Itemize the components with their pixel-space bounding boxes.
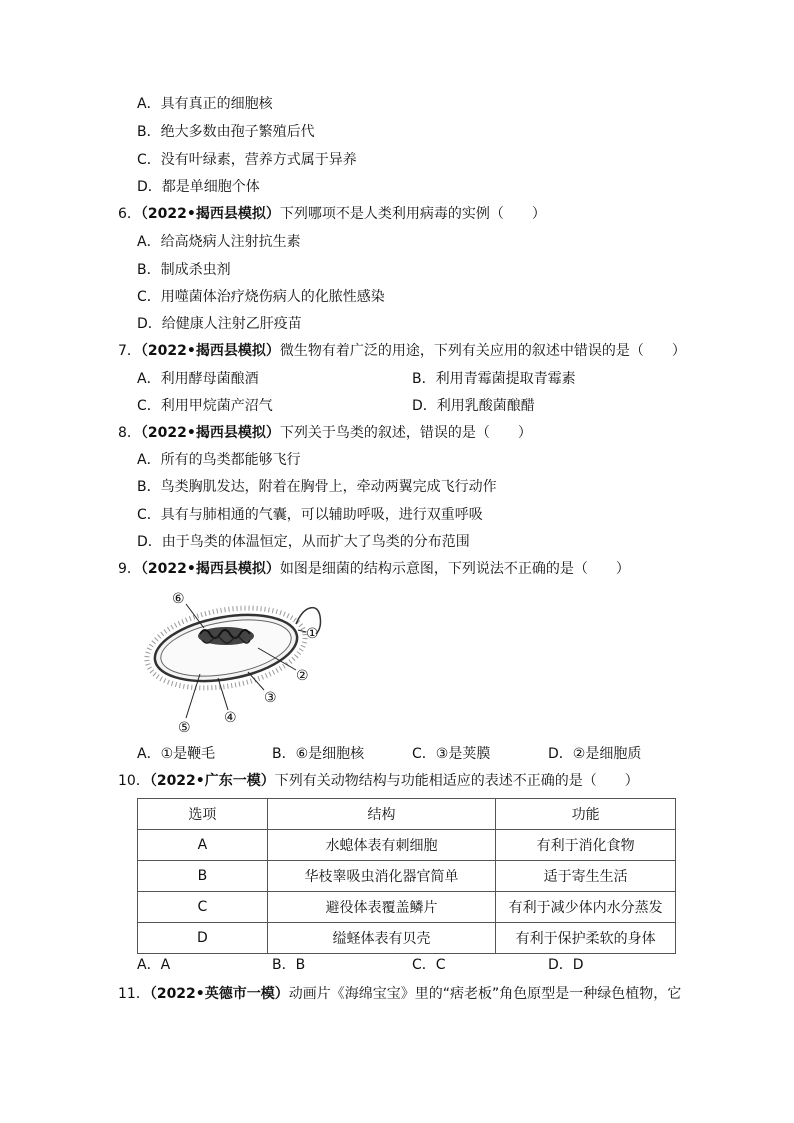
q7-option-a: A．利用酵母菌酿酒	[137, 371, 259, 387]
q5-option-c: C．没有叶绿素，营养方式属于异养	[137, 152, 357, 168]
q8-option-c: C．具有与肺相通的气囊，可以辅助呼吸，进行双重呼吸	[137, 507, 483, 523]
q9-stem	[118, 559, 630, 579]
q8-option-b: B．鸟类胸肌发达，附着在胸骨上，牵动两翼完成飞行动作	[137, 479, 497, 495]
q9-text: 如图是细菌的结构示意图，下列说法不正确的是（ ）	[279, 561, 630, 577]
table-cell: 有利于保护柔软的身体	[496, 923, 676, 954]
table-cell: D	[138, 923, 268, 954]
table-row	[138, 861, 676, 892]
table-cell: B	[138, 861, 268, 892]
q7-stem	[118, 341, 686, 361]
q11-source: （2022•英德市一模）	[149, 986, 289, 1002]
q6-text: 下列哪项不是人类利用病毒的实例（ ）	[279, 206, 546, 222]
table-cell: A	[138, 830, 268, 861]
q6-option-b: B．制成杀虫剂	[137, 262, 231, 278]
q7-option-c: C．利用甲烷菌产沼气	[137, 398, 273, 414]
q11-stem	[118, 984, 681, 1004]
bacterium-diagram	[138, 586, 348, 736]
q9-option-b: B．⑥是细胞核	[272, 746, 365, 762]
q7-number: 7．	[118, 343, 141, 359]
q8-number: 8．	[118, 425, 141, 441]
table-header-cell: 功能	[496, 799, 676, 830]
q10-option-d: D．D	[548, 957, 584, 973]
q7-option-d: D．利用乳酸菌酿醋	[412, 398, 535, 414]
label-6: ⑥	[172, 591, 185, 607]
q7-source: （2022•揭西县模拟）	[140, 343, 280, 359]
q10-option-b: B．B	[272, 957, 306, 973]
table-cell: 适于寄生生活	[496, 861, 676, 892]
q10-text: 下列有关动物结构与功能相适应的表述不正确的是（ ）	[274, 773, 639, 789]
q8-stem	[118, 423, 532, 443]
q6-stem	[118, 204, 546, 224]
q11-number: 11．	[118, 986, 150, 1002]
table-cell: 有利于减少体内水分蒸发	[496, 892, 676, 923]
q10-stem	[118, 771, 639, 791]
q8-source: （2022•揭西县模拟）	[140, 425, 280, 441]
label-1: ①	[306, 626, 319, 642]
table-cell: 水螅体表有刺细胞	[267, 830, 496, 861]
table-row	[138, 830, 676, 861]
table-header-cell: 结构	[267, 799, 496, 830]
label-5: ⑤	[178, 720, 191, 736]
table-row	[138, 923, 676, 954]
q10-option-c: C．C	[412, 957, 446, 973]
table-cell: 有利于消化食物	[496, 830, 676, 861]
q8-option-a: A．所有的鸟类都能够飞行	[137, 452, 301, 468]
table-cell: 华枝睾吸虫消化器官简单	[267, 861, 496, 892]
q8-text: 下列关于鸟类的叙述，错误的是（ ）	[279, 425, 532, 441]
q8-option-d: D．由于鸟类的体温恒定，从而扩大了鸟类的分布范围	[137, 534, 470, 550]
q9-option-c: C．③是荚膜	[412, 746, 491, 762]
q9-option-d: D．②是细胞质	[548, 746, 642, 762]
q7-option-b: B．利用青霉菌提取青霉素	[412, 371, 576, 387]
q10-number: 10．	[118, 773, 150, 789]
table-cell: 避役体表覆盖鳞片	[267, 892, 496, 923]
dna-region-shape	[198, 627, 254, 645]
q6-option-d: D．给健康人注射乙肝疫苗	[137, 316, 302, 332]
q5-option-a: A．具有真正的细胞核	[137, 96, 273, 112]
q9-option-a: A．①是鞭毛	[137, 746, 216, 762]
q9-number: 9．	[118, 561, 141, 577]
q10-option-a: A．A	[137, 957, 171, 973]
label-4: ④	[224, 710, 237, 726]
q6-source: （2022•揭西县模拟）	[140, 206, 280, 222]
table-header-row	[138, 799, 676, 830]
table-row	[138, 892, 676, 923]
q5-option-b: B．绝大多数由孢子繁殖后代	[137, 124, 315, 140]
q6-option-a: A．给高烧病人注射抗生素	[137, 234, 301, 250]
q5-option-d: D．都是单细胞个体	[137, 179, 260, 195]
label-2: ②	[296, 668, 309, 684]
q6-number: 6．	[118, 206, 141, 222]
label-3: ③	[264, 690, 277, 706]
table-cell: 缢蛏体表有贝壳	[267, 923, 496, 954]
q7-text: 微生物有着广泛的用途，下列有关应用的叙述中错误的是（ ）	[279, 343, 686, 359]
q6-option-c: C．用噬菌体治疗烧伤病人的化脓性感染	[137, 289, 385, 305]
table-cell: C	[138, 892, 268, 923]
q10-source: （2022•广东一模）	[149, 773, 275, 789]
table-header-cell: 选项	[138, 799, 268, 830]
q9-source: （2022•揭西县模拟）	[140, 561, 280, 577]
q10-table	[137, 798, 676, 954]
q11-text: 动画片《海绵宝宝》里的“痞老板”角色原型是一种绿色植物，它	[288, 986, 682, 1002]
